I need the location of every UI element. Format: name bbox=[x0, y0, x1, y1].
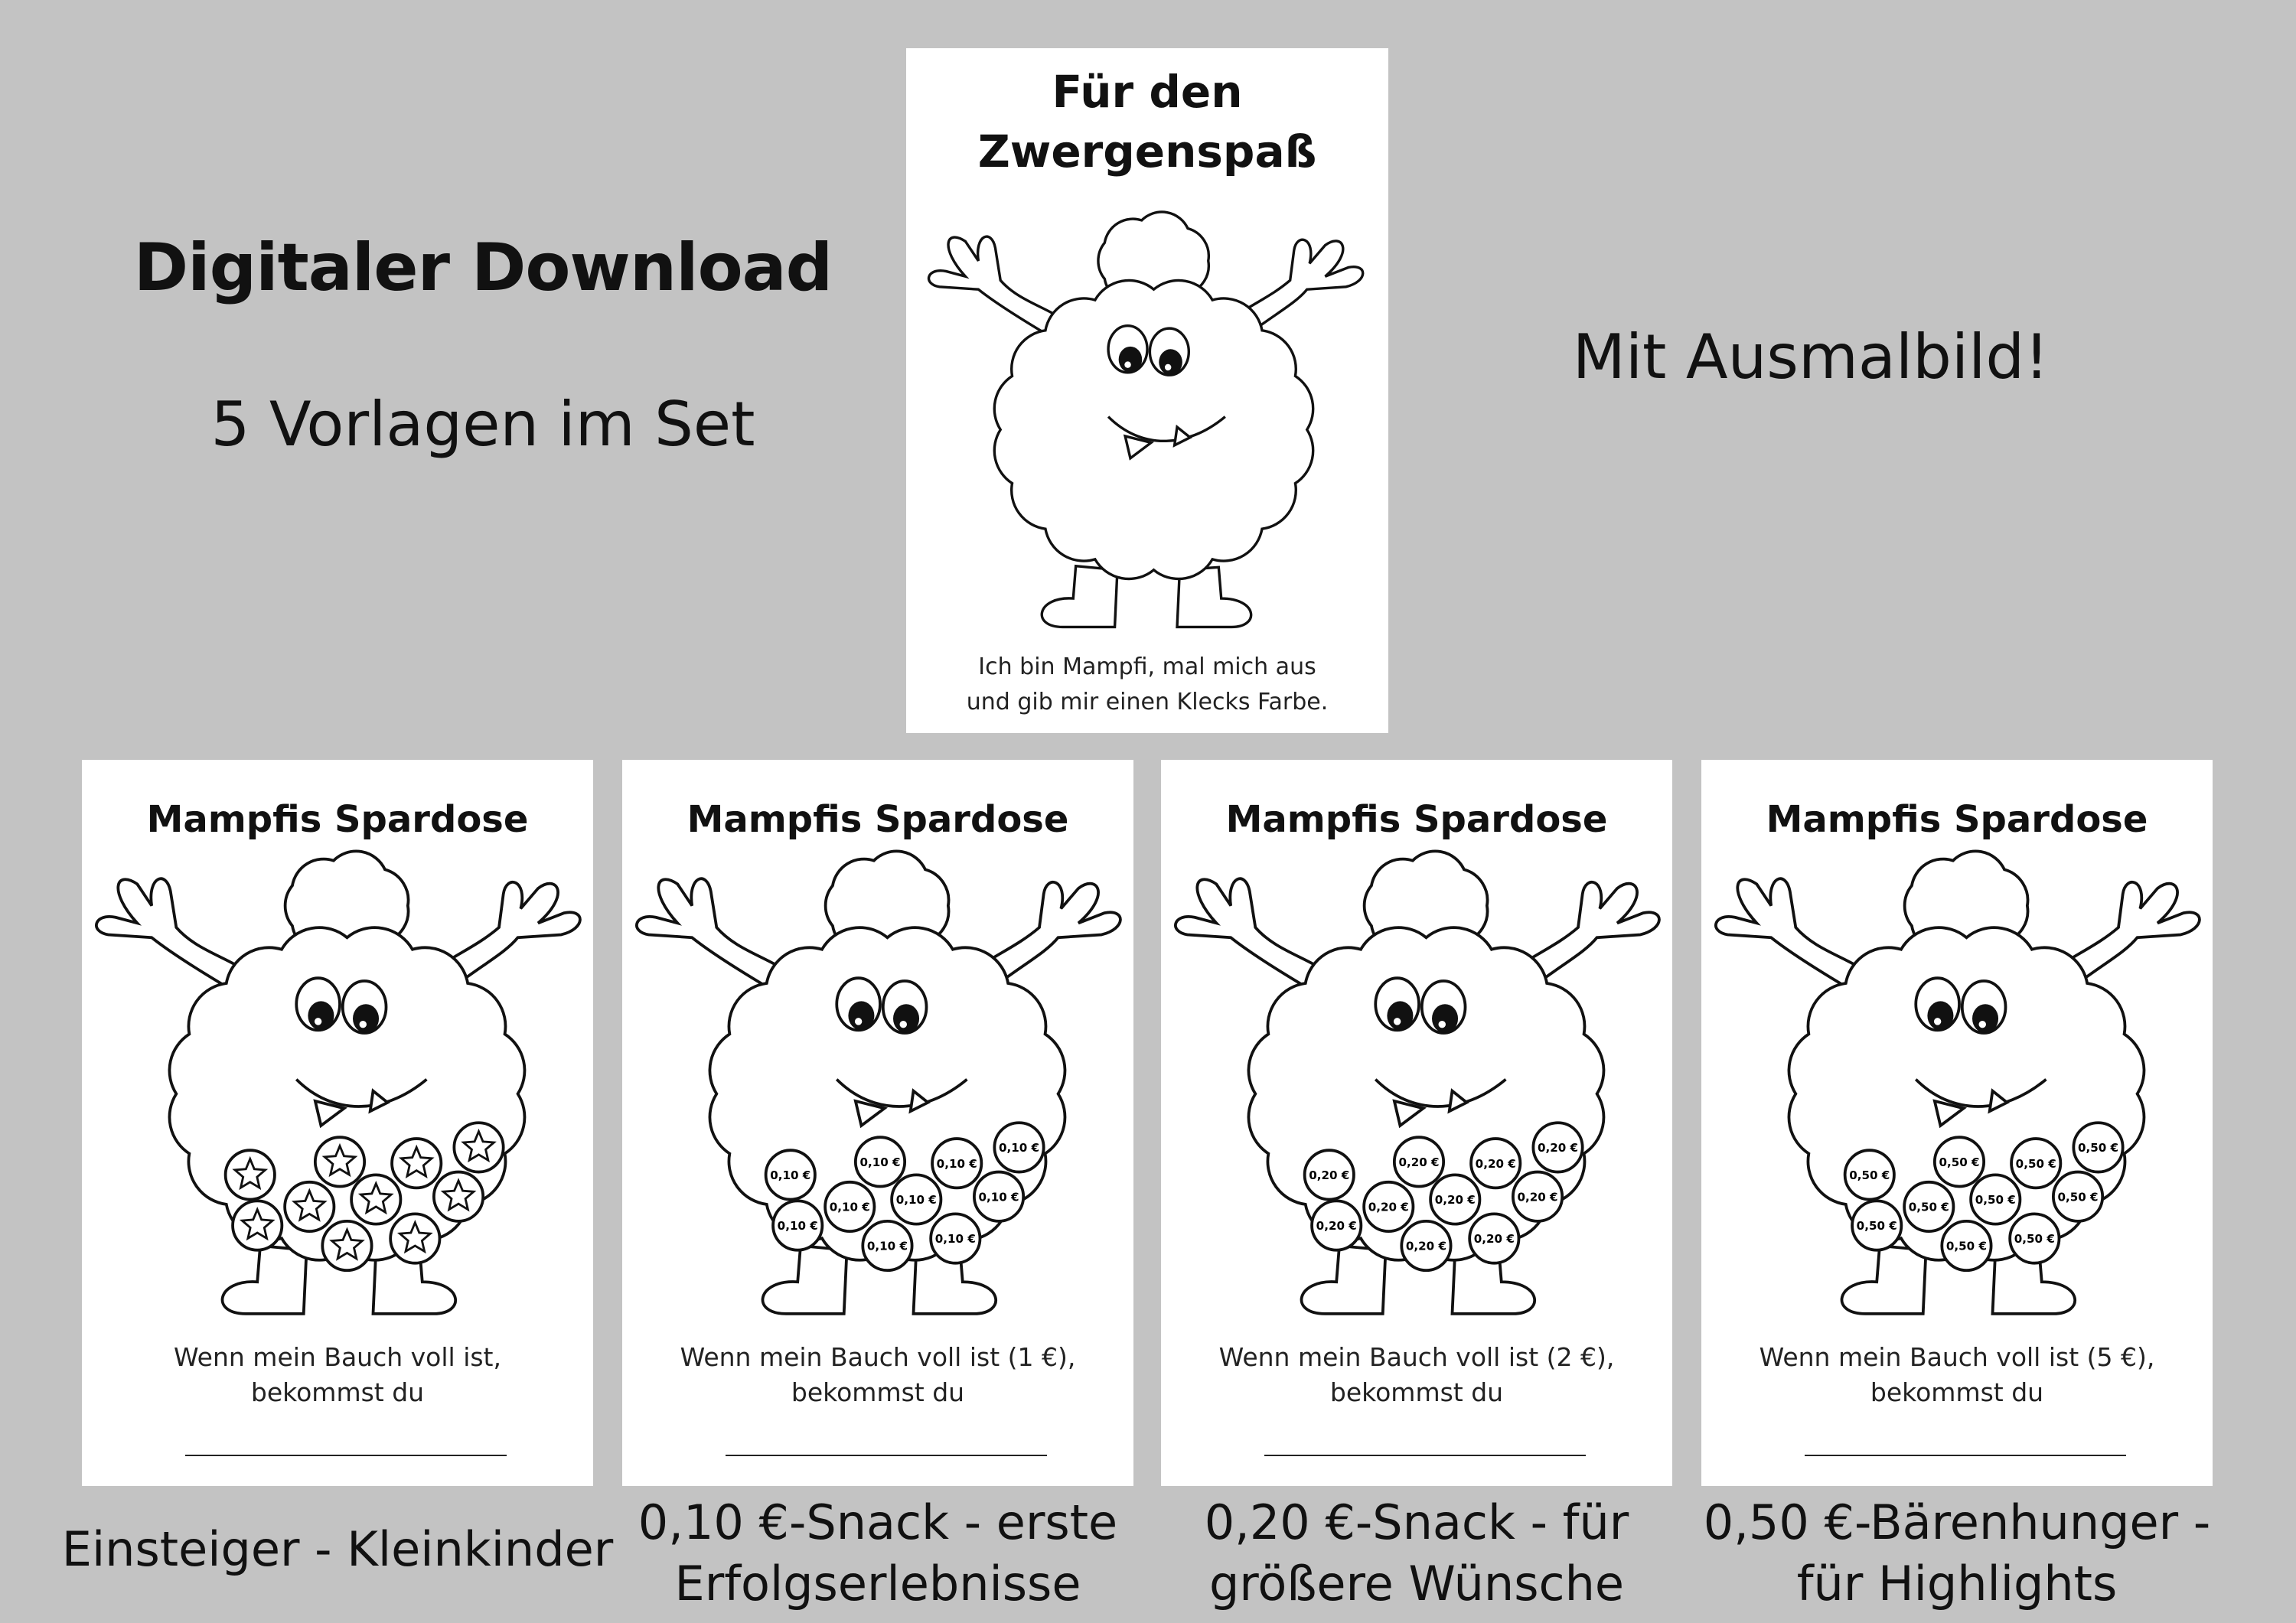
coin-slot bbox=[1513, 1172, 1562, 1221]
coin-slot bbox=[773, 1201, 822, 1250]
reward-blank-line bbox=[1264, 1455, 1586, 1456]
coin-slot bbox=[863, 1221, 912, 1270]
right-pupil bbox=[1159, 349, 1182, 375]
coin-label: 0,10 € bbox=[770, 1168, 811, 1183]
coin-label: 0,20 € bbox=[1537, 1141, 1579, 1155]
savings-template-card bbox=[622, 760, 1133, 1486]
reward-blank-line bbox=[185, 1455, 507, 1456]
right-pupil bbox=[1432, 1004, 1458, 1033]
monster-illustration bbox=[914, 209, 1381, 637]
left-pupil bbox=[848, 1001, 874, 1030]
card-text-line: bekommst du bbox=[1329, 1377, 1504, 1407]
left-pupil bbox=[308, 1001, 334, 1030]
coin-label: 0,10 € bbox=[859, 1155, 901, 1169]
coin-slot bbox=[2010, 1214, 2059, 1263]
card-title: Mampfis Spardose bbox=[1225, 798, 1608, 841]
coin-slot bbox=[1469, 1214, 1518, 1263]
coin-label: 0,20 € bbox=[1434, 1193, 1476, 1207]
cover-title-line: Für den bbox=[1052, 66, 1243, 118]
coin-label: 0,20 € bbox=[1405, 1239, 1446, 1253]
monster-illustration bbox=[86, 848, 593, 1325]
coin-slot bbox=[1845, 1150, 1894, 1199]
coin-label: 0,20 € bbox=[1398, 1155, 1440, 1169]
coin-label: 0,10 € bbox=[936, 1156, 977, 1171]
left-foot bbox=[1302, 1246, 1386, 1314]
coin-slot bbox=[892, 1175, 941, 1224]
coin-label: 0,20 € bbox=[1475, 1156, 1516, 1171]
coin-slot bbox=[974, 1172, 1023, 1221]
template-caption bbox=[587, 1492, 1169, 1615]
card-title: Mampfis Spardose bbox=[1766, 798, 2148, 841]
card-text-line: bekommst du bbox=[250, 1377, 425, 1407]
coin-slot bbox=[226, 1150, 275, 1199]
cover-text-line: und gib mir einen Klecks Farbe. bbox=[966, 689, 1329, 715]
coin-label: 0,10 € bbox=[895, 1193, 937, 1207]
monster-illustration bbox=[1166, 848, 1672, 1325]
coin-label: 0,50 € bbox=[1975, 1193, 2016, 1207]
right-pupil bbox=[1972, 1004, 1998, 1033]
card-text-line: Wenn mein Bauch voll ist (1 €), bbox=[680, 1342, 1076, 1372]
reward-blank-line bbox=[726, 1455, 1047, 1456]
coin-slot bbox=[931, 1214, 980, 1263]
coin-slot bbox=[1312, 1201, 1361, 1250]
coin-slot bbox=[392, 1139, 441, 1188]
left-foot bbox=[223, 1246, 307, 1314]
coin-slot bbox=[1401, 1221, 1450, 1270]
right-pupil bbox=[893, 1004, 919, 1033]
coin-slot bbox=[233, 1201, 282, 1250]
savings-template-card bbox=[82, 760, 593, 1486]
card-title: Mampfis Spardose bbox=[687, 798, 1069, 841]
coin-slot bbox=[322, 1221, 371, 1270]
coin-slot bbox=[390, 1214, 439, 1263]
coin-slot bbox=[1935, 1137, 1984, 1186]
coin-slot bbox=[351, 1175, 400, 1224]
coin-slot bbox=[1430, 1175, 1479, 1224]
savings-template-card bbox=[1701, 760, 2213, 1486]
coin-slot bbox=[1364, 1182, 1413, 1231]
coin-label: 0,50 € bbox=[1849, 1168, 1890, 1183]
monster-illustration bbox=[1706, 848, 2213, 1325]
coin-label: 0,50 € bbox=[2077, 1141, 2119, 1155]
monster-illustration bbox=[627, 848, 1133, 1325]
cover-title bbox=[906, 62, 1388, 181]
caption-line: 0,20 €-Snack - für bbox=[1204, 1494, 1629, 1550]
coin-slot bbox=[856, 1137, 905, 1186]
caption-line: Erfolgserlebnisse bbox=[674, 1556, 1081, 1612]
card-text bbox=[622, 1340, 1133, 1410]
coin-slot bbox=[932, 1139, 981, 1188]
digital-download-heading: Digitaler Download bbox=[133, 230, 833, 306]
coin-label: 0,10 € bbox=[866, 1239, 908, 1253]
left-pupil bbox=[1387, 1001, 1413, 1030]
cover-title-line: Zwergenspaß bbox=[977, 125, 1317, 178]
coin-slot bbox=[2053, 1172, 2102, 1221]
coin-label: 0,20 € bbox=[1368, 1200, 1409, 1214]
coin-slot bbox=[1305, 1150, 1354, 1199]
card-text bbox=[82, 1340, 593, 1410]
coloring-page-card bbox=[906, 48, 1388, 733]
template-caption bbox=[47, 1519, 628, 1580]
left-arm bbox=[96, 878, 246, 985]
coin-label: 0,10 € bbox=[978, 1190, 1019, 1204]
coin-label: 0,50 € bbox=[2057, 1190, 2099, 1204]
card-text-line: Wenn mein Bauch voll ist (5 €), bbox=[1759, 1342, 2155, 1372]
savings-template-card bbox=[1161, 760, 1672, 1486]
right-pupil bbox=[353, 1004, 379, 1033]
template-caption bbox=[1666, 1492, 2248, 1615]
coin-label: 0,10 € bbox=[829, 1200, 870, 1214]
coin-label: 0,20 € bbox=[1309, 1168, 1350, 1183]
coin-slot bbox=[1471, 1139, 1520, 1188]
card-title: Mampfis Spardose bbox=[146, 798, 529, 841]
coin-slot bbox=[994, 1123, 1043, 1172]
coin-slot bbox=[285, 1182, 334, 1231]
coin-slot bbox=[315, 1137, 364, 1186]
left-foot bbox=[763, 1246, 847, 1314]
coin-slot bbox=[434, 1172, 483, 1221]
coin-slot bbox=[1904, 1182, 1953, 1231]
coin-slot bbox=[454, 1123, 503, 1172]
coin-slot bbox=[2011, 1139, 2060, 1188]
coin-label: 0,50 € bbox=[1945, 1239, 1987, 1253]
coin-label: 0,10 € bbox=[777, 1219, 818, 1234]
coin-slot bbox=[1971, 1175, 2020, 1224]
coin-slot bbox=[1394, 1137, 1443, 1186]
coin-label: 0,20 € bbox=[1473, 1232, 1515, 1247]
left-pupil bbox=[1119, 347, 1143, 373]
left-pupil bbox=[1927, 1001, 1953, 1030]
left-arm bbox=[1716, 878, 1865, 985]
coin-label: 0,20 € bbox=[1517, 1190, 1558, 1204]
coin-label: 0,20 € bbox=[1316, 1219, 1357, 1234]
left-arm bbox=[929, 236, 1063, 332]
coin-slot bbox=[825, 1182, 874, 1231]
reward-blank-line bbox=[1805, 1455, 2126, 1456]
card-text bbox=[1701, 1340, 2213, 1410]
coin-slot bbox=[1942, 1221, 1991, 1270]
left-arm bbox=[637, 878, 786, 985]
caption-line: für Highlights bbox=[1796, 1556, 2118, 1612]
card-text-line: bekommst du bbox=[1870, 1377, 2044, 1407]
template-caption bbox=[1126, 1492, 1707, 1615]
cover-text-line: Ich bin Mampfi, mal mich aus bbox=[978, 653, 1316, 680]
coin-slot bbox=[1852, 1201, 1901, 1250]
coin-slot bbox=[2073, 1123, 2122, 1172]
card-text-line: Wenn mein Bauch voll ist, bbox=[173, 1342, 501, 1372]
caption-line: größere Wünsche bbox=[1208, 1556, 1625, 1612]
left-arm bbox=[1176, 878, 1325, 985]
card-text-line: bekommst du bbox=[791, 1377, 965, 1407]
coin-label: 0,50 € bbox=[1908, 1200, 1949, 1214]
coin-label: 0,50 € bbox=[2015, 1156, 2056, 1171]
card-text bbox=[1161, 1340, 1672, 1410]
coin-slot bbox=[1533, 1123, 1582, 1172]
coin-label: 0,50 € bbox=[2014, 1232, 2055, 1247]
templates-count-text: 5 Vorlagen im Set bbox=[210, 389, 755, 460]
caption-line: 0,50 €-Bärenhunger - bbox=[1703, 1494, 2211, 1550]
left-foot bbox=[1042, 566, 1117, 627]
card-text-line: Wenn mein Bauch voll ist (2 €), bbox=[1218, 1342, 1615, 1372]
coin-label: 0,50 € bbox=[1856, 1219, 1897, 1234]
caption-line: Einsteiger - Kleinkinder bbox=[61, 1521, 614, 1577]
coloring-page-text: Mit Ausmalbild! bbox=[1572, 321, 2050, 393]
coin-label: 0,10 € bbox=[934, 1232, 976, 1247]
coin-slot bbox=[766, 1150, 815, 1199]
left-foot bbox=[1842, 1246, 1926, 1314]
coin-label: 0,10 € bbox=[998, 1141, 1040, 1155]
cover-text bbox=[906, 650, 1388, 720]
coin-label: 0,50 € bbox=[1939, 1155, 1980, 1169]
caption-line: 0,10 €-Snack - erste bbox=[638, 1494, 1118, 1550]
